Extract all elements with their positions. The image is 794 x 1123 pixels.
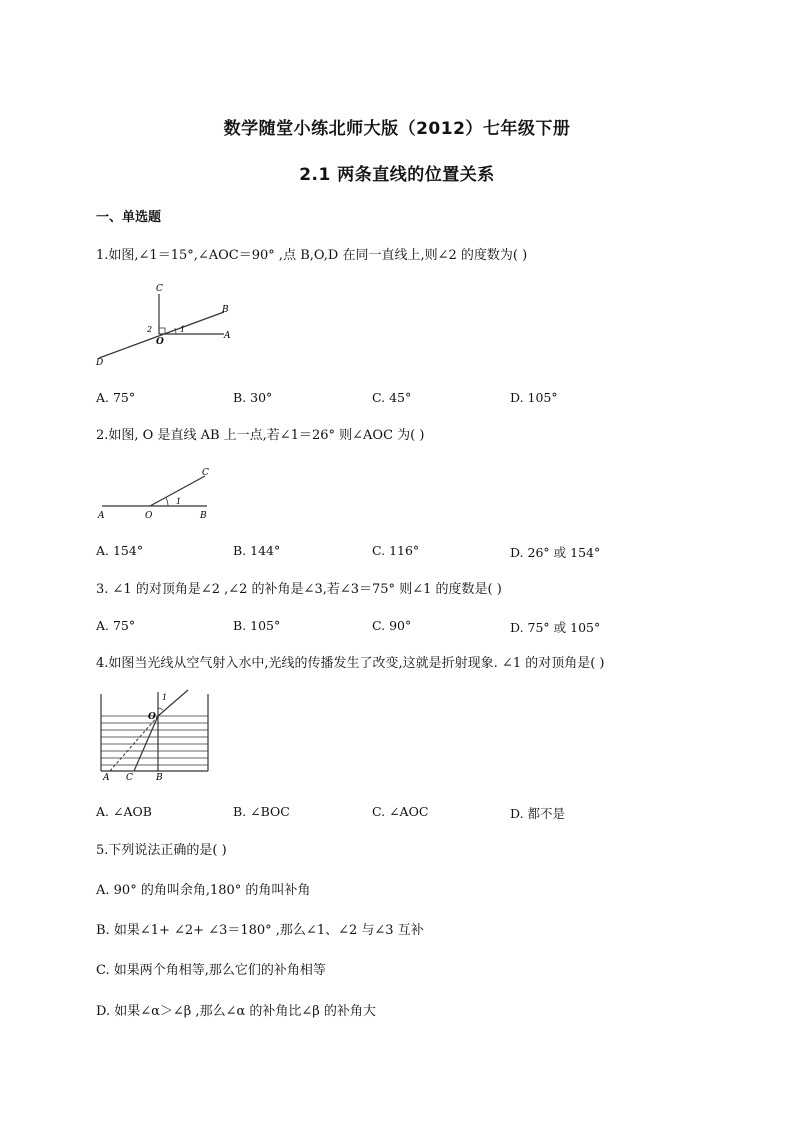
section-heading: 一、单选题: [96, 210, 162, 225]
q5-statement-a: A. 90° 的角叫余角,180° 的角叫补角: [96, 883, 311, 898]
question-1-stem: 1.如图,∠1＝15°,∠AOC＝90° ,点 B,O,D 在同一直线上,则∠2 的度数为( ): [96, 248, 528, 263]
q1-option-a: A. 75°: [96, 390, 136, 405]
question-2-stem: 2.如图, O 是直线 AB 上一点,若∠1＝26° 则∠AOC 为( ): [96, 428, 425, 443]
q1-option-c: C. 45°: [372, 390, 412, 405]
angle-2-label: 2: [147, 325, 153, 334]
q5-statement-c: C. 如果两个角相等,那么它们的补角相等: [96, 963, 326, 978]
label-O: O: [145, 511, 153, 521]
q2-option-b: B. 144°: [233, 543, 281, 558]
q4-option-a: A. ∠AOB: [96, 804, 152, 819]
q1-option-b: B. 30°: [233, 390, 273, 405]
question-3-stem: 3. ∠1 的对顶角是∠2 ,∠2 的补角是∠3,若∠3＝75° 则∠1 的度数是( ): [96, 582, 502, 597]
q3-option-c: C. 90°: [372, 618, 412, 633]
q4-option-d: D. 都不是: [510, 806, 566, 821]
angle-1-label: 1: [180, 325, 186, 334]
q3-option-b: B. 105°: [233, 618, 281, 633]
page-subtitle: 2.1 两条直线的位置关系: [299, 165, 495, 185]
question-4-stem: 4.如图当光线从空气射入水中,光线的传播发生了改变,这就是折射现象. ∠1 的对顶角是( ): [96, 656, 605, 671]
q4-option-c: C. ∠AOC: [372, 804, 429, 819]
label-B: B: [156, 773, 163, 782]
label-A: A: [224, 331, 231, 341]
q1-option-d: D. 105°: [510, 390, 558, 405]
label-O: O: [148, 712, 156, 722]
label-C: C: [202, 468, 209, 478]
label-A: A: [103, 773, 110, 782]
label-B: B: [222, 305, 229, 315]
q2-option-d: D. 26° 或 154°: [510, 545, 601, 560]
q5-statement-d: D. 如果∠α＞∠β ,那么∠α 的补角比∠β 的补角大: [96, 1004, 376, 1019]
label-A: A: [98, 511, 105, 521]
label-B: B: [200, 511, 207, 521]
q3-option-a: A. 75°: [96, 618, 136, 633]
question-2-figure: [92, 462, 217, 522]
q2-option-c: C. 116°: [372, 543, 420, 558]
angle-1-label: 1: [176, 497, 182, 506]
label-C: C: [126, 773, 133, 782]
question-5-stem: 5.下列说法正确的是( ): [96, 843, 227, 858]
q3-option-d: D. 75° 或 105°: [510, 620, 601, 635]
label-O: O: [156, 337, 164, 347]
angle-1-label: 1: [162, 693, 168, 702]
q5-statement-b: B. 如果∠1+ ∠2+ ∠3＝180° ,那么∠1、∠2 与∠3 互补: [96, 923, 424, 938]
label-C: C: [156, 284, 163, 294]
question-4-figure: [96, 688, 216, 782]
label-D: D: [96, 358, 104, 368]
page-title: 数学随堂小练北师大版（2012）七年级下册: [223, 119, 571, 139]
q4-option-b: B. ∠BOC: [233, 804, 290, 819]
q2-option-a: A. 154°: [96, 543, 144, 558]
question-1-figure: [92, 282, 242, 368]
